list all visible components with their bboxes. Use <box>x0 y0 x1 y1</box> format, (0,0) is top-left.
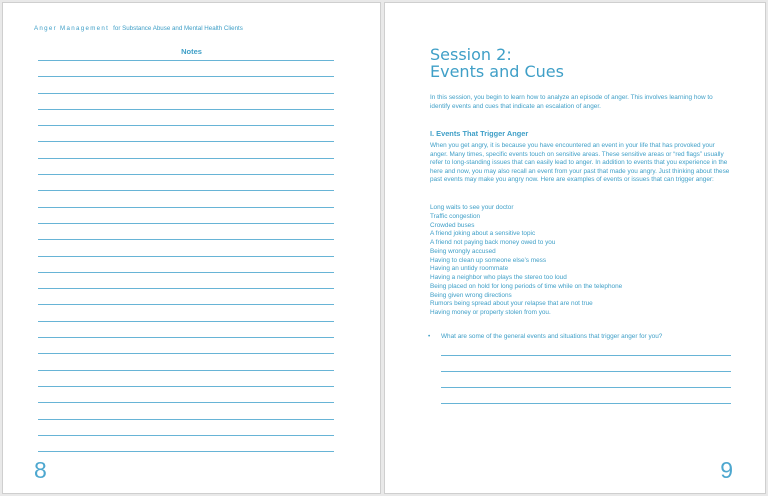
ruled-line <box>38 93 334 94</box>
list-item: A friend not paying back money owed to you <box>430 239 556 246</box>
session-title-line2: Events and Cues <box>430 62 564 81</box>
ruled-line <box>38 60 334 61</box>
page-number-right: 9 <box>720 457 733 483</box>
ruled-line <box>38 207 334 208</box>
ruled-line <box>441 371 731 372</box>
ruled-line <box>38 109 334 110</box>
ruled-line <box>38 370 334 371</box>
ruled-line <box>38 272 334 273</box>
right-page <box>384 2 766 494</box>
left-page <box>2 2 381 494</box>
ruled-line <box>38 256 334 257</box>
ruled-line <box>441 403 731 404</box>
list-item: Being placed on hold for long periods of time while on the telephone <box>430 282 623 290</box>
trigger-list <box>430 204 622 318</box>
notes-lines <box>38 60 334 467</box>
list-item: Being given wrong directions <box>430 291 512 299</box>
ruled-line <box>38 402 334 403</box>
answer-lines <box>441 355 731 419</box>
section-heading: I. Events That Trigger Anger <box>430 129 529 138</box>
list-item: Being wrongly accused <box>430 247 496 255</box>
list-item: Crowded buses <box>430 221 475 229</box>
bullet-icon: • <box>428 333 431 340</box>
ruled-line <box>38 321 334 322</box>
body-paragraph: When you get angry, it is because you have encountered an event in your life that has provoked your anger. Many times, specific events touch on sensitive areas. These sensitive areas or “red flags” usually refer to long-standing issues that can easily lead to anger. In addition to events that you experience in the here and now, you may also recall an event from your past that made you angry. Just thinking about these past events may make you angry now. Here are examples of events or issues that can trigger anger: <box>430 142 730 184</box>
ruled-line <box>38 435 334 436</box>
ruled-line <box>38 190 334 191</box>
ruled-line <box>441 355 731 356</box>
ruled-line <box>38 174 334 175</box>
ruled-line <box>38 386 334 387</box>
ruled-line <box>38 239 334 240</box>
intro-paragraph: In this session, you begin to learn how to analyze an episode of anger. This involves learning how to identify events and cues that indicate an escalation of anger. <box>430 94 713 110</box>
ruled-line <box>441 387 731 388</box>
ruled-line <box>38 337 334 338</box>
page-number-left: 8 <box>34 457 47 483</box>
question <box>428 333 662 340</box>
ruled-line <box>38 304 334 305</box>
running-header <box>34 25 243 32</box>
session-title <box>430 46 564 80</box>
list-item: A friend joking about a sensitive topic <box>430 230 536 238</box>
header-subtitle: for Substance Abuse and Mental Health Clients <box>113 25 243 32</box>
ruled-line <box>38 125 334 126</box>
ruled-line <box>38 451 334 452</box>
header-title: Anger Management <box>34 25 110 32</box>
session-title-line1: Session 2: <box>430 45 512 64</box>
list-item: Traffic congestion <box>430 212 481 220</box>
ruled-line <box>38 158 334 159</box>
list-item: Having an untidy roommate <box>430 265 509 273</box>
ruled-line <box>38 288 334 289</box>
ruled-line <box>38 353 334 354</box>
ruled-line <box>38 223 334 224</box>
ruled-line <box>38 76 334 77</box>
list-item: Having to clean up someone else’s mess <box>430 256 547 264</box>
ruled-line <box>38 141 334 142</box>
list-item: Rumors being spread about your relapse that are not true <box>430 300 593 308</box>
list-item: Long waits to see your doctor <box>430 204 514 211</box>
ruled-line <box>38 419 334 420</box>
question-text: What are some of the general events and situations that trigger anger for you? <box>441 333 663 340</box>
list-item: Having money or property stolen from you. <box>430 309 551 316</box>
list-item: Having a neighbor who plays the stereo too loud <box>430 274 567 281</box>
notes-title: Notes <box>181 47 202 56</box>
